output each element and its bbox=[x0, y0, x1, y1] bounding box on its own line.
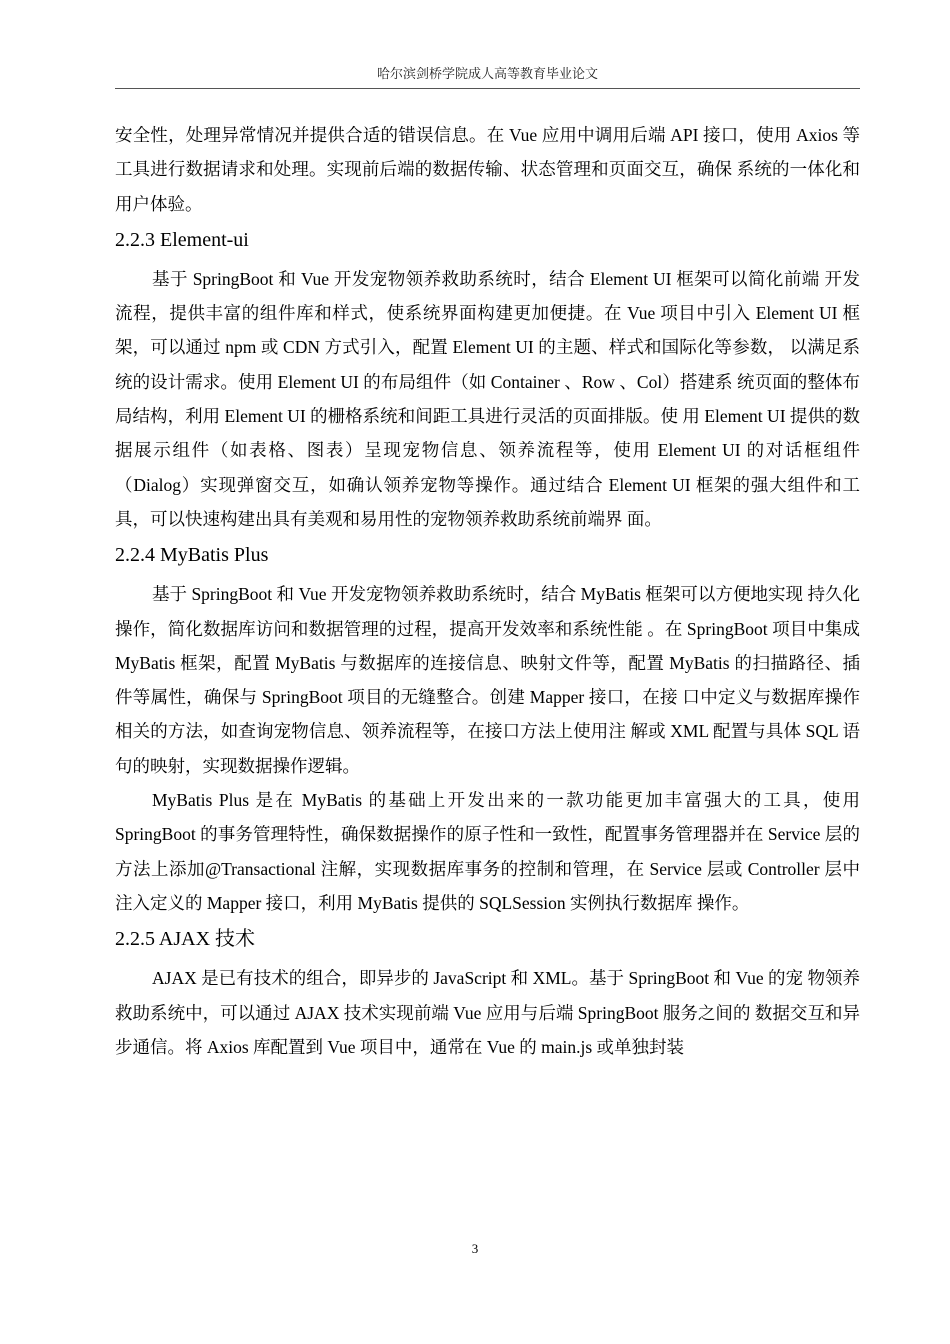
section-heading-element-ui: 2.2.3 Element-ui bbox=[115, 228, 249, 251]
paragraph-mybatis: 基于 SpringBoot 和 Vue 开发宠物领养救助系统时，结合 MyBatis 框架可以方便地实现 持久化操作，简化数据库访问和数据管理的过程，提高开发效率和系统性能 。在 SpringBoot 项目中集成 MyBatis 框架，配置 MyBatis 与数据库的连接信息、映射文件等，配置 MyBatis 的扫描路径、插件等属性，确保与 SpringBoot 项目的无缝整合。创建 Mapper 接口，在接 口中定义与数据库操作相关的方法，如查询宠物信息、领养流程等，在接口方法上使用注 解或 XML 配置与具体 SQL 语句的映射，实现数据操作逻辑。 bbox=[115, 584, 860, 776]
paragraph-element-ui: 基于 SpringBoot 和 Vue 开发宠物领养救助系统时，结合 Element UI 框架可以简化前端 开发流程，提供丰富的组件库和样式，使系统界面构建更加便捷。在 Vue 项目中引入 Element UI 框架，可以通过 npm 或 CDN 方式引入，配置 Element UI 的主题、样式和国际化等参数， 以满足系统的设计需求。使用 Element UI 的布局组件（如 Container 、Row 、Col）搭建系 统页面的整体布局结构，利用 Element UI 的栅格系统和间距工具进行灵活的页面排版。使 用 Element UI 提供的数据展示组件（如表格、图表）呈现宠物信息、领养流程等，使用 Element UI 的对话框组件（Dialog）实现弹窗交互，如确认领养宠物等操作。通过结合 Element UI 框架的强大组件和工具，可以快速构建出具有美观和易用性的宠物领养救助系统前端界 面。 bbox=[115, 268, 860, 529]
paragraph-mybatis-plus: MyBatis Plus 是在 MyBatis 的基础上开发出来的一款功能更加丰富强大的工具，使用 SpringBoot 的事务管理特性，确保数据操作的原子性和一致性，配置事务管理器并在 Service 层的方法上添加@Transactional 注解，实现数据库事务的控制和管理，在 Service 层或 Controller 层中注入定义的 Mapper 接口，利用 MyBatis 提供的 SQLSession 实例执行数据库 操作。 bbox=[115, 790, 860, 913]
page-body bbox=[115, 118, 860, 1064]
paragraph-ajax: AJAX 是已有技术的组合，即异步的 JavaScript 和 XML。基于 SpringBoot 和 Vue 的宠 物领养救助系统中，可以通过 AJAX 技术实现前端 Vue 应用与后端 SpringBoot 服务之间的 数据交互和异步通信。将 Axios 库配置到 Vue 项目中，通常在 Vue 的 main.js 或单独封装 bbox=[115, 968, 860, 1057]
page-number: 3 bbox=[471, 1241, 479, 1256]
section-heading-ajax: 2.2.5 AJAX 技术 bbox=[115, 928, 256, 951]
header-divider bbox=[115, 88, 860, 89]
paragraph-api-summary: 安全性，处理异常情况并提供合适的错误信息。在 Vue 应用中调用后端 API 接口，使用 Axios 等工具进行数据请求和处理。实现前后端的数据传输、状态管理和页面交互，确保 系统的一体化和用户体验。 bbox=[115, 125, 860, 214]
running-header: 哈尔滨剑桥学院成人高等教育毕业论文 bbox=[376, 66, 598, 81]
section-heading-mybatis-plus: 2.2.4 MyBatis Plus bbox=[115, 544, 269, 567]
